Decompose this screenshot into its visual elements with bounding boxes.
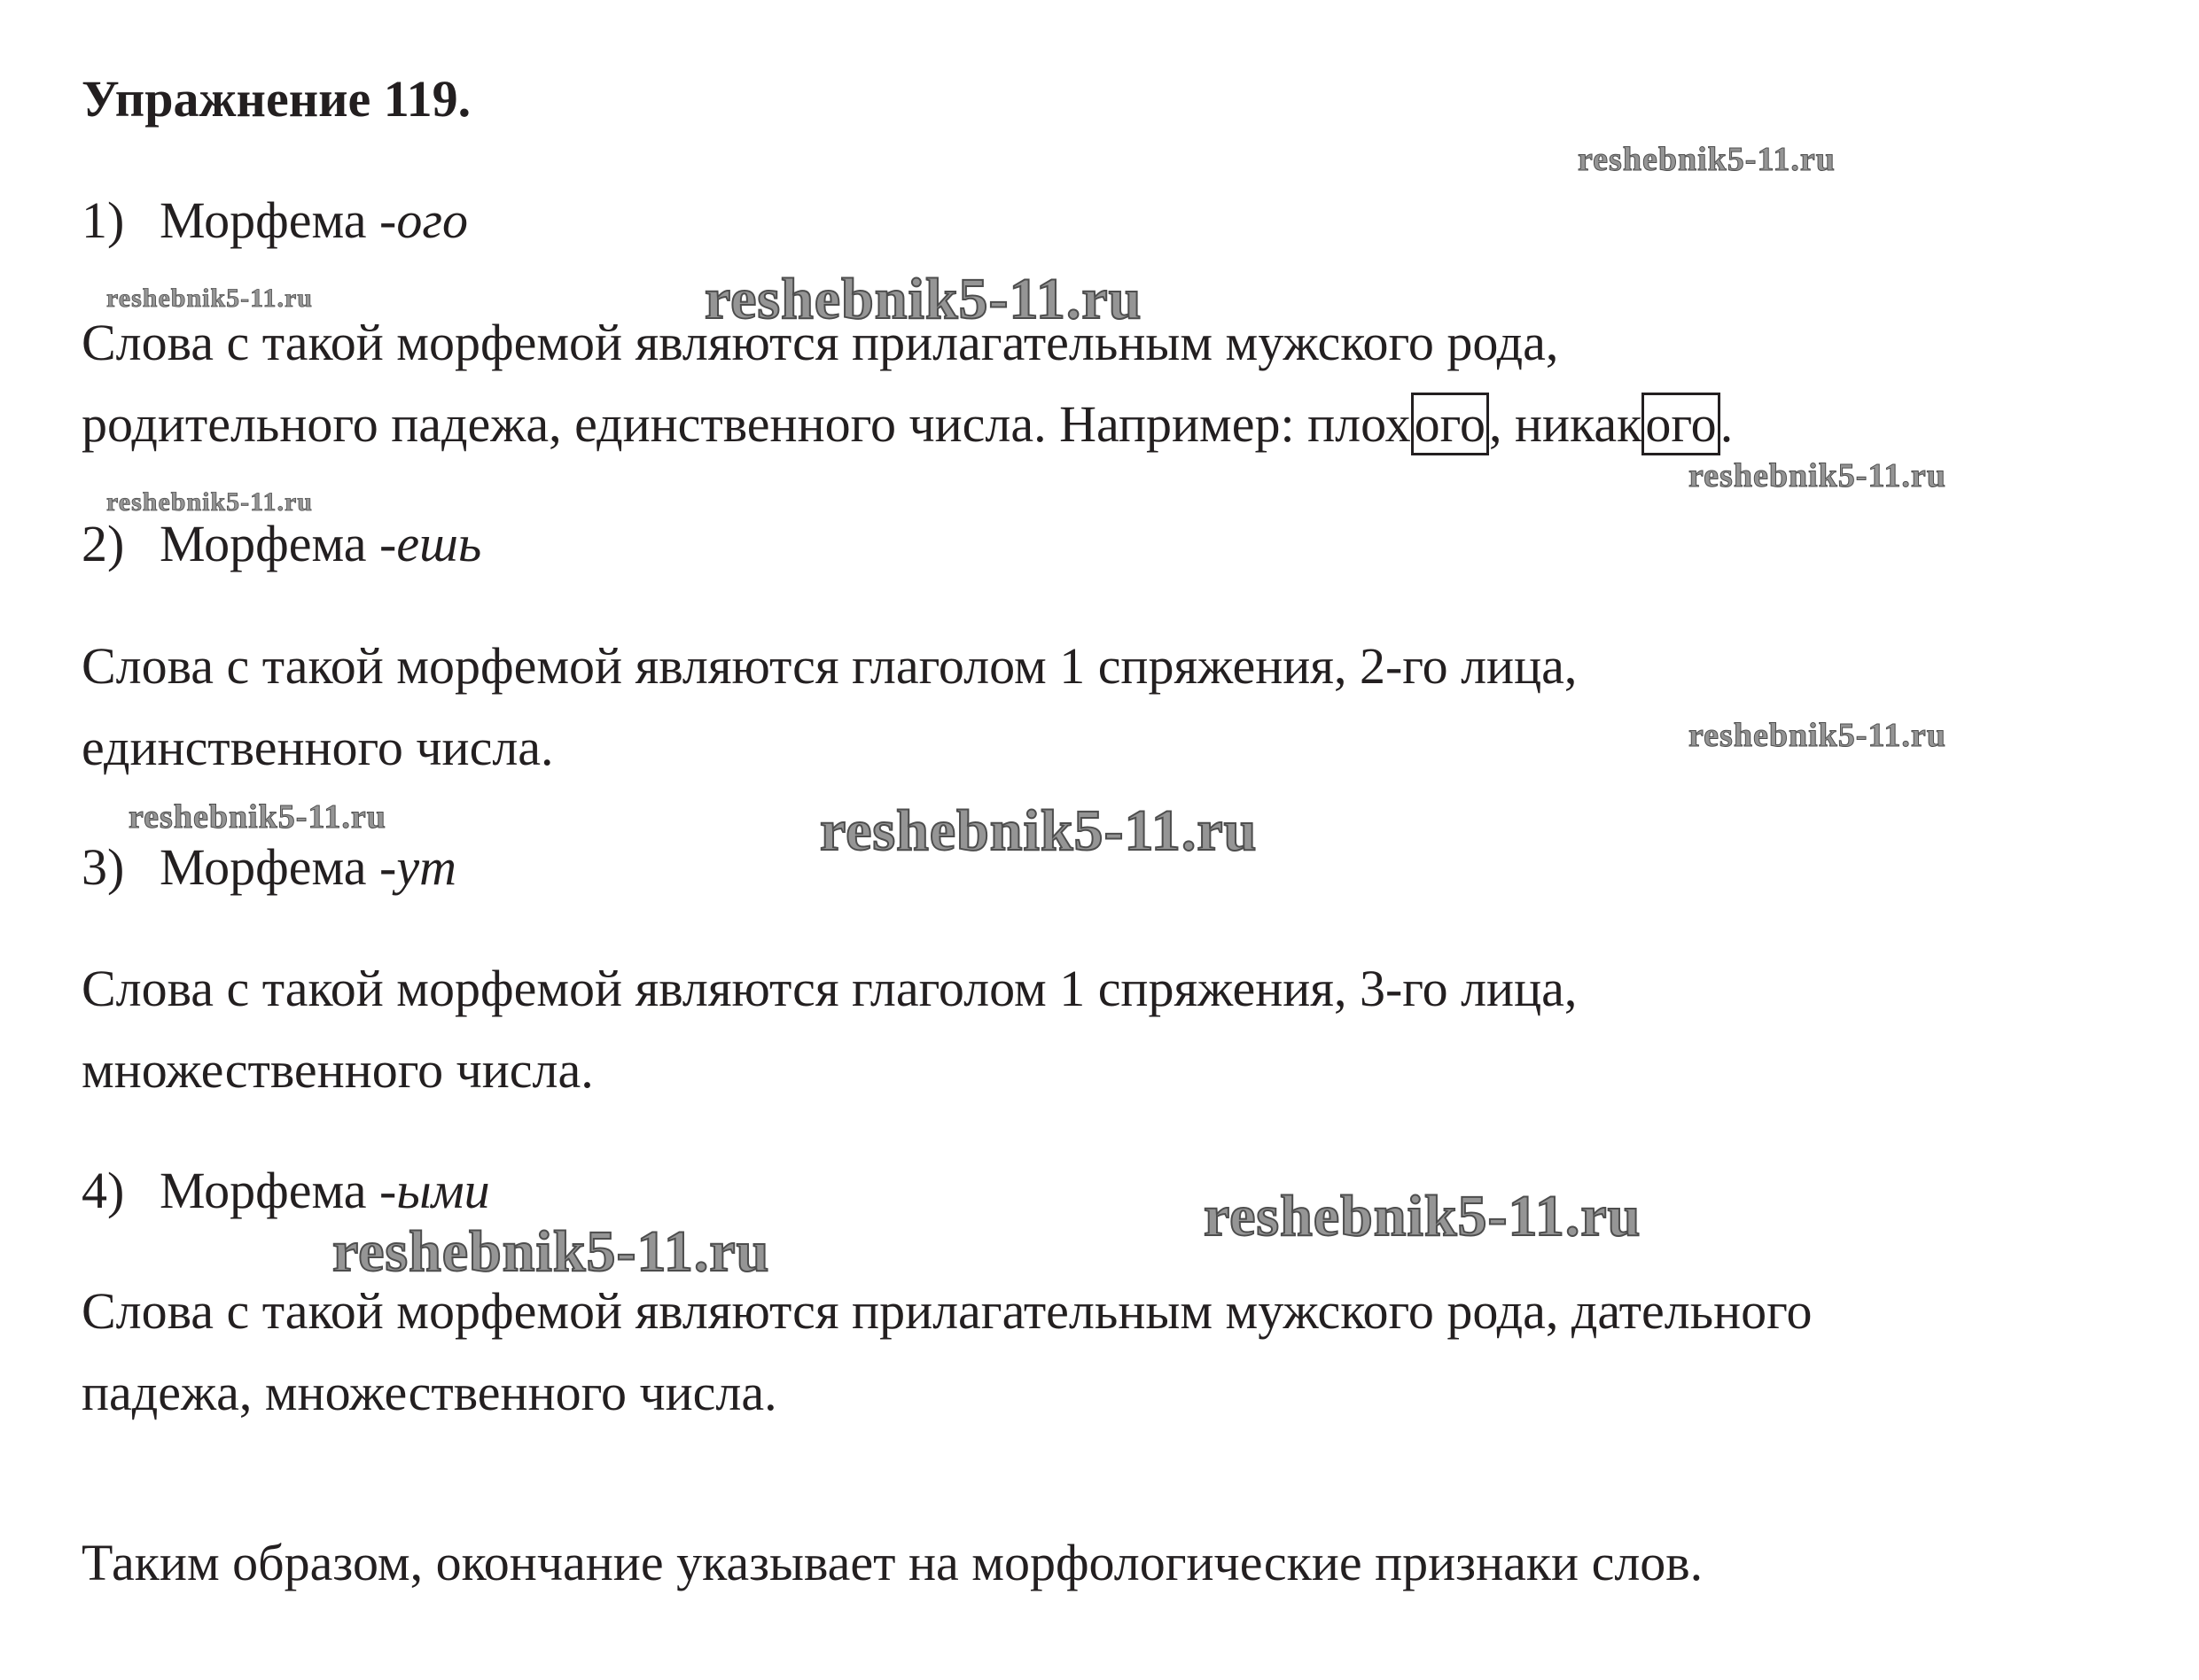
watermark: reshebnik5-11.ru — [1578, 141, 1836, 178]
item-2-line-2: единственного числа. — [82, 719, 554, 776]
item-3-line-1: Слова с такой морфемой являются глаголом 1 спряжения, 3-го лица, — [82, 960, 1578, 1017]
morpheme: -ешь — [379, 515, 482, 572]
period-text: . — [1719, 395, 1734, 453]
line-text: родительного падежа, единственного числа. Например: плох — [82, 395, 1411, 453]
watermark: reshebnik5-11.ru — [106, 487, 313, 517]
watermark: reshebnik5-11.ru — [820, 798, 1258, 863]
item-label: Морфема — [160, 1162, 380, 1219]
watermark: reshebnik5-11.ru — [106, 284, 313, 313]
item-1-line-1: Слова с такой морфемой являются прилагательным мужского рода, — [82, 314, 1559, 371]
watermark: reshebnik5-11.ru — [1688, 457, 1946, 494]
exercise-title: Упражнение 119. — [82, 70, 472, 128]
separator-text: , никак — [1489, 395, 1642, 453]
item-number: 4) — [82, 1162, 125, 1219]
morpheme: -ыми — [379, 1162, 490, 1219]
watermark: reshebnik5-11.ru — [332, 1219, 770, 1284]
item-4-line-2: падежа, множественного числа. — [82, 1364, 777, 1421]
item-2-heading — [82, 514, 481, 573]
item-label: Морфема — [160, 515, 380, 572]
item-number: 3) — [82, 838, 125, 896]
watermark: reshebnik5-11.ru — [129, 798, 386, 836]
item-3-heading — [82, 837, 456, 897]
morpheme: -ут — [379, 838, 456, 896]
item-number: 2) — [82, 515, 125, 572]
item-1-line-2 — [82, 394, 1733, 454]
ending-box: ого — [1641, 393, 1719, 455]
conclusion-text: Таким образом, окончание указывает на морфологические признаки слов. — [82, 1534, 1704, 1591]
item-label: Морфема — [160, 838, 380, 896]
morpheme: -ого — [379, 191, 468, 249]
watermark: reshebnik5-11.ru — [1688, 717, 1946, 754]
ending-box: ого — [1411, 393, 1489, 455]
item-4-heading — [82, 1161, 490, 1220]
item-number: 1) — [82, 191, 125, 249]
watermark: reshebnik5-11.ru — [705, 267, 1142, 331]
item-1-heading — [82, 191, 468, 250]
item-2-line-1: Слова с такой морфемой являются глаголом 1 спряжения, 2-го лица, — [82, 637, 1578, 695]
item-4-line-1: Слова с такой морфемой являются прилагательным мужского рода, дательного — [82, 1282, 1813, 1340]
item-label: Морфема — [160, 191, 380, 249]
watermark: reshebnik5-11.ru — [1204, 1184, 1641, 1248]
item-3-line-2: множественного числа. — [82, 1041, 594, 1099]
